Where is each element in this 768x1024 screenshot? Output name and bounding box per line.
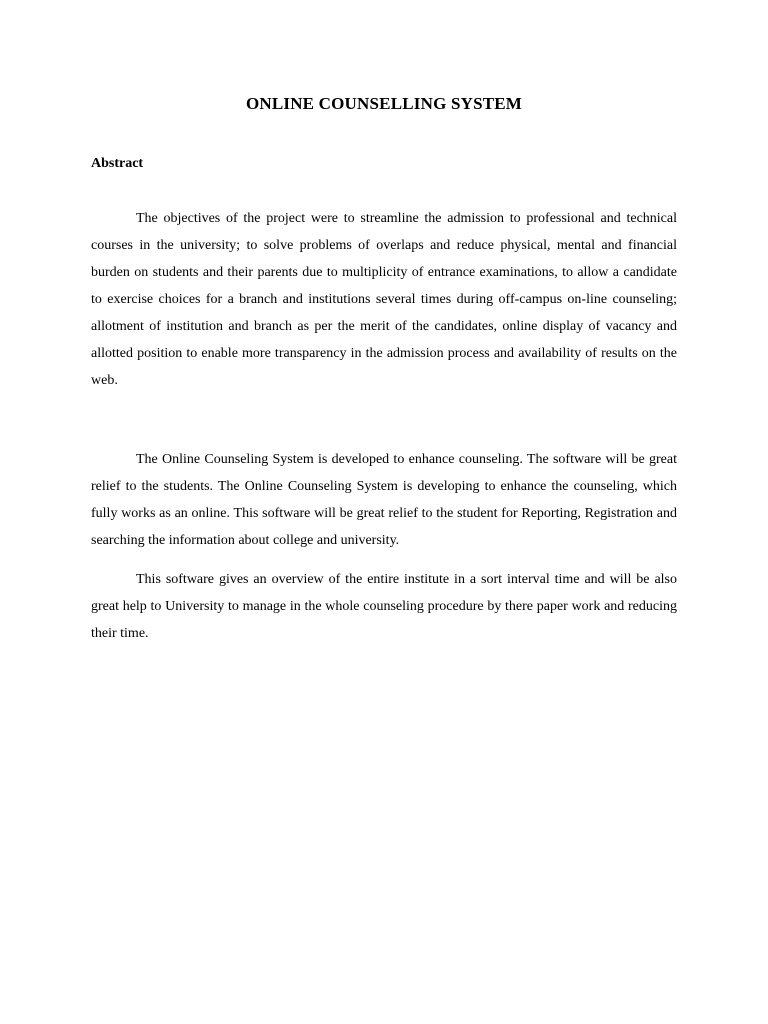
abstract-paragraph-1: The objectives of the project were to streamline the admission to professional and technical courses in the university; to solve problems of overlaps and reduce physical, mental and financial burden on students and their parents due to multiplicity of entrance examinations, to allow a candidate to exercise choices for a branch and institutions several times during off-campus on-line counseling; allotment of institution and branch as per the merit of the candidates, online display of vacancy and allotted position to enable more transparency in the admission process and availability of results on the web.: [91, 211, 677, 388]
abstract-paragraph-3: This software gives an overview of the entire institute in a sort interval time and will be also great help to University to manage in the whole counseling procedure by there paper work and reducing their time.: [91, 572, 677, 641]
abstract-paragraph-2: The Online Counseling System is developed to enhance counseling. The software will be great relief to the students. The Online Counseling System is developing to enhance the counseling, which fully works as an online. This software will be great relief to the student for Reporting, Registration and searching the information about college and university.: [91, 452, 677, 548]
section-heading-abstract: Abstract: [91, 156, 144, 171]
page-title: ONLINE COUNSELLING SYSTEM: [245, 94, 523, 113]
